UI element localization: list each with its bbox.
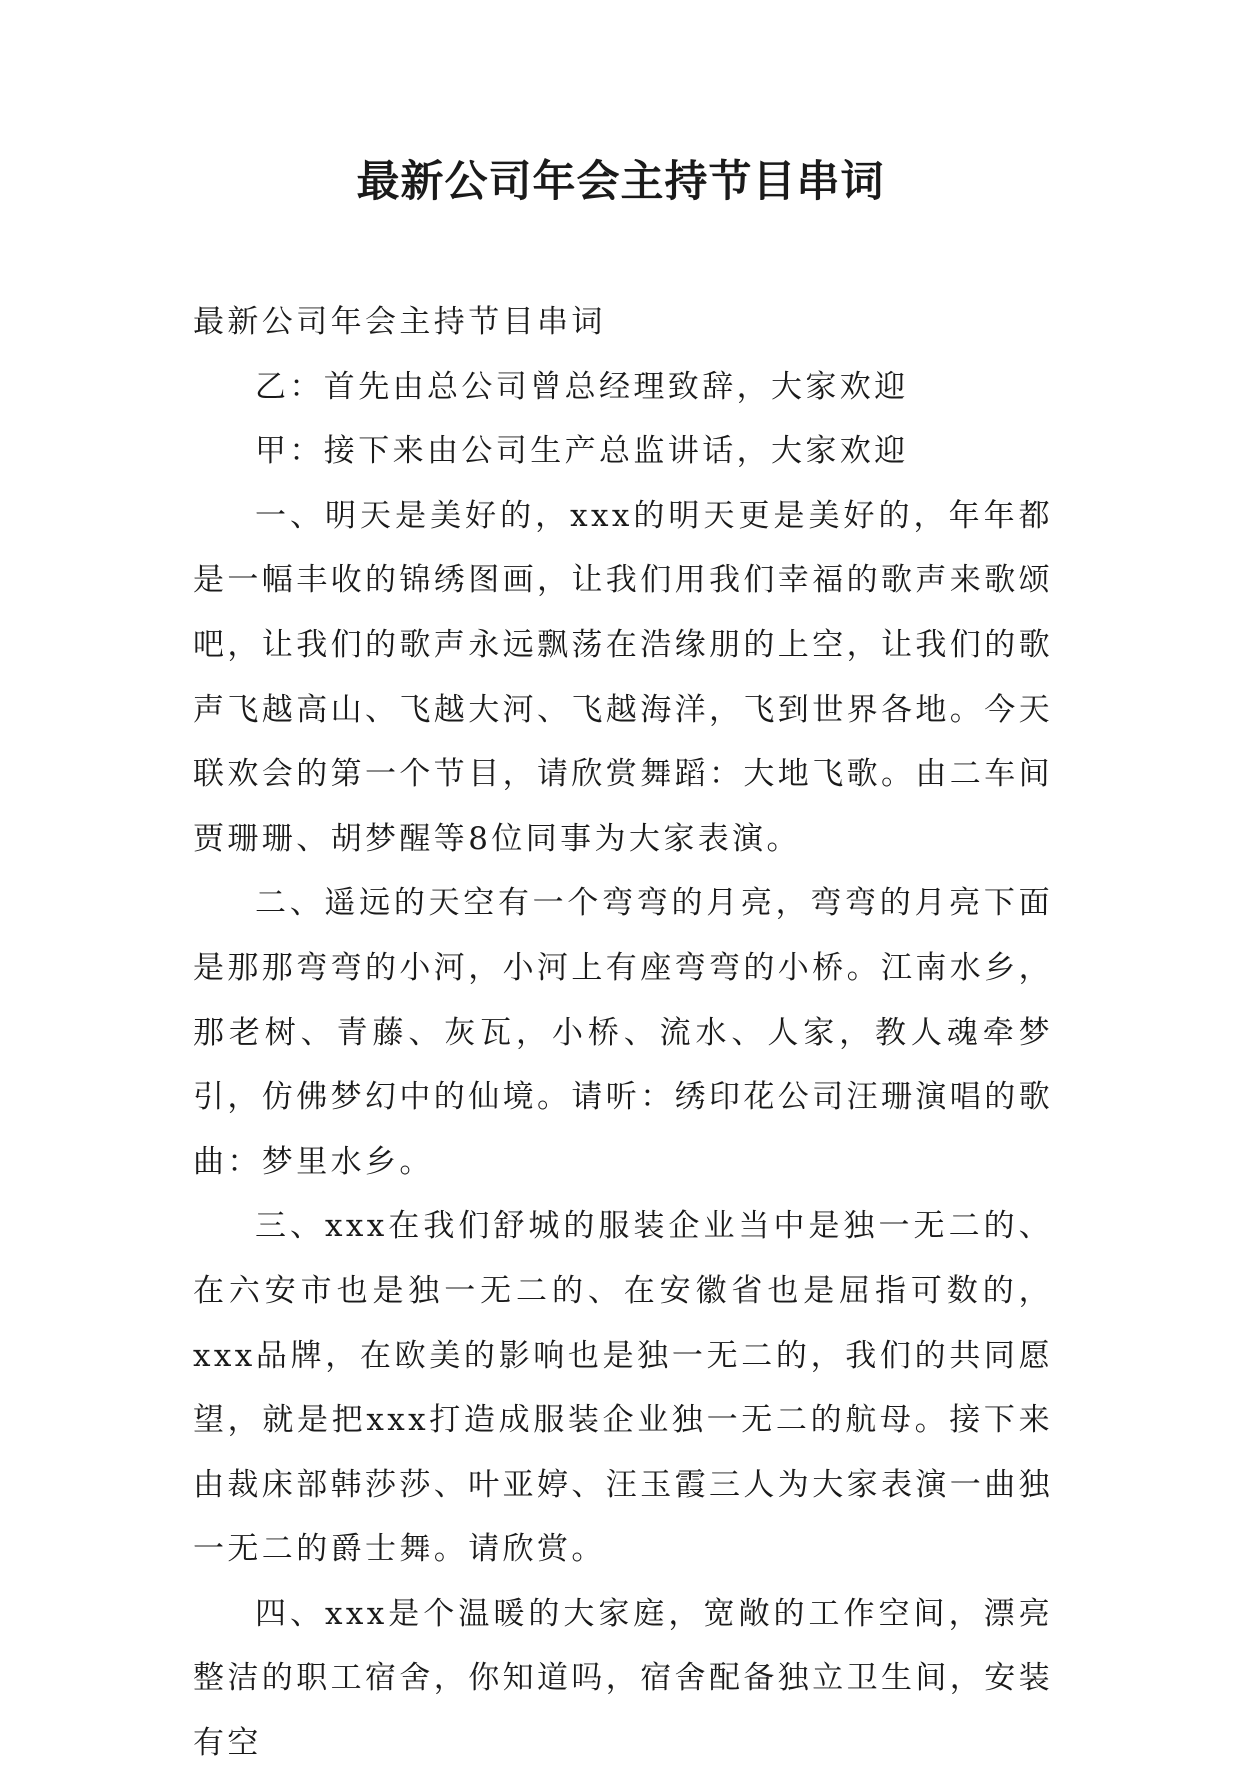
document-title: 最新公司年会主持节目串词 bbox=[356, 157, 885, 207]
document-body bbox=[193, 290, 1053, 1776]
paragraph-program-3: 三、xxx在我们舒城的服装企业当中是独一无二的、在六安市也是独一无二的、在安徽省也是屈指可数的，xxx品牌，在欧美的影响也是独一无二的，我们的共同愿望，就是把xxx打造成服装企业独一无二的航母。接下来由裁床部韩莎莎、叶亚婷、汪玉霞三人为大家表演一曲独一无二的爵士舞。请欣赏。 bbox=[193, 1208, 1053, 1568]
paragraph-program-2: 二、遥远的天空有一个弯弯的月亮，弯弯的月亮下面是那那弯弯的小河，小河上有座弯弯的小桥。江南水乡，那老树、青藤、灰瓦，小桥、流水、人家，教人魂牵梦引，仿佛梦幻中的仙境。请听：绣印花公司汪珊演唱的歌曲：梦里水乡。 bbox=[193, 885, 1053, 1180]
subtitle-line: 最新公司年会主持节目串词 bbox=[193, 304, 606, 340]
paragraph-host-yi: 乙：首先由总公司曾总经理致辞，大家欢迎 bbox=[255, 368, 909, 405]
paragraph-program-4: 四、xxx是个温暖的大家庭，宽敞的工作空间，漂亮整洁的职工宿舍，你知道吗，宿舍配备独立卫生间，安装有空 bbox=[193, 1595, 1053, 1762]
paragraph-host-jia: 甲：接下来由公司生产总监讲话，大家欢迎 bbox=[255, 433, 909, 470]
paragraph-program-1: 一、明天是美好的，xxx的明天更是美好的，年年都是一幅丰收的锦绣图画，让我们用我们幸福的歌声来歌颂吧，让我们的歌声永远飘荡在浩缘朋的上空，让我们的歌声飞越高山、飞越大河、飞越海洋，飞到世界各地。今天联欢会的第一个节目，请欣赏舞蹈：大地飞歌。由二车间贾珊珊、胡梦醒等8位同事为大家表演。 bbox=[193, 497, 1053, 857]
